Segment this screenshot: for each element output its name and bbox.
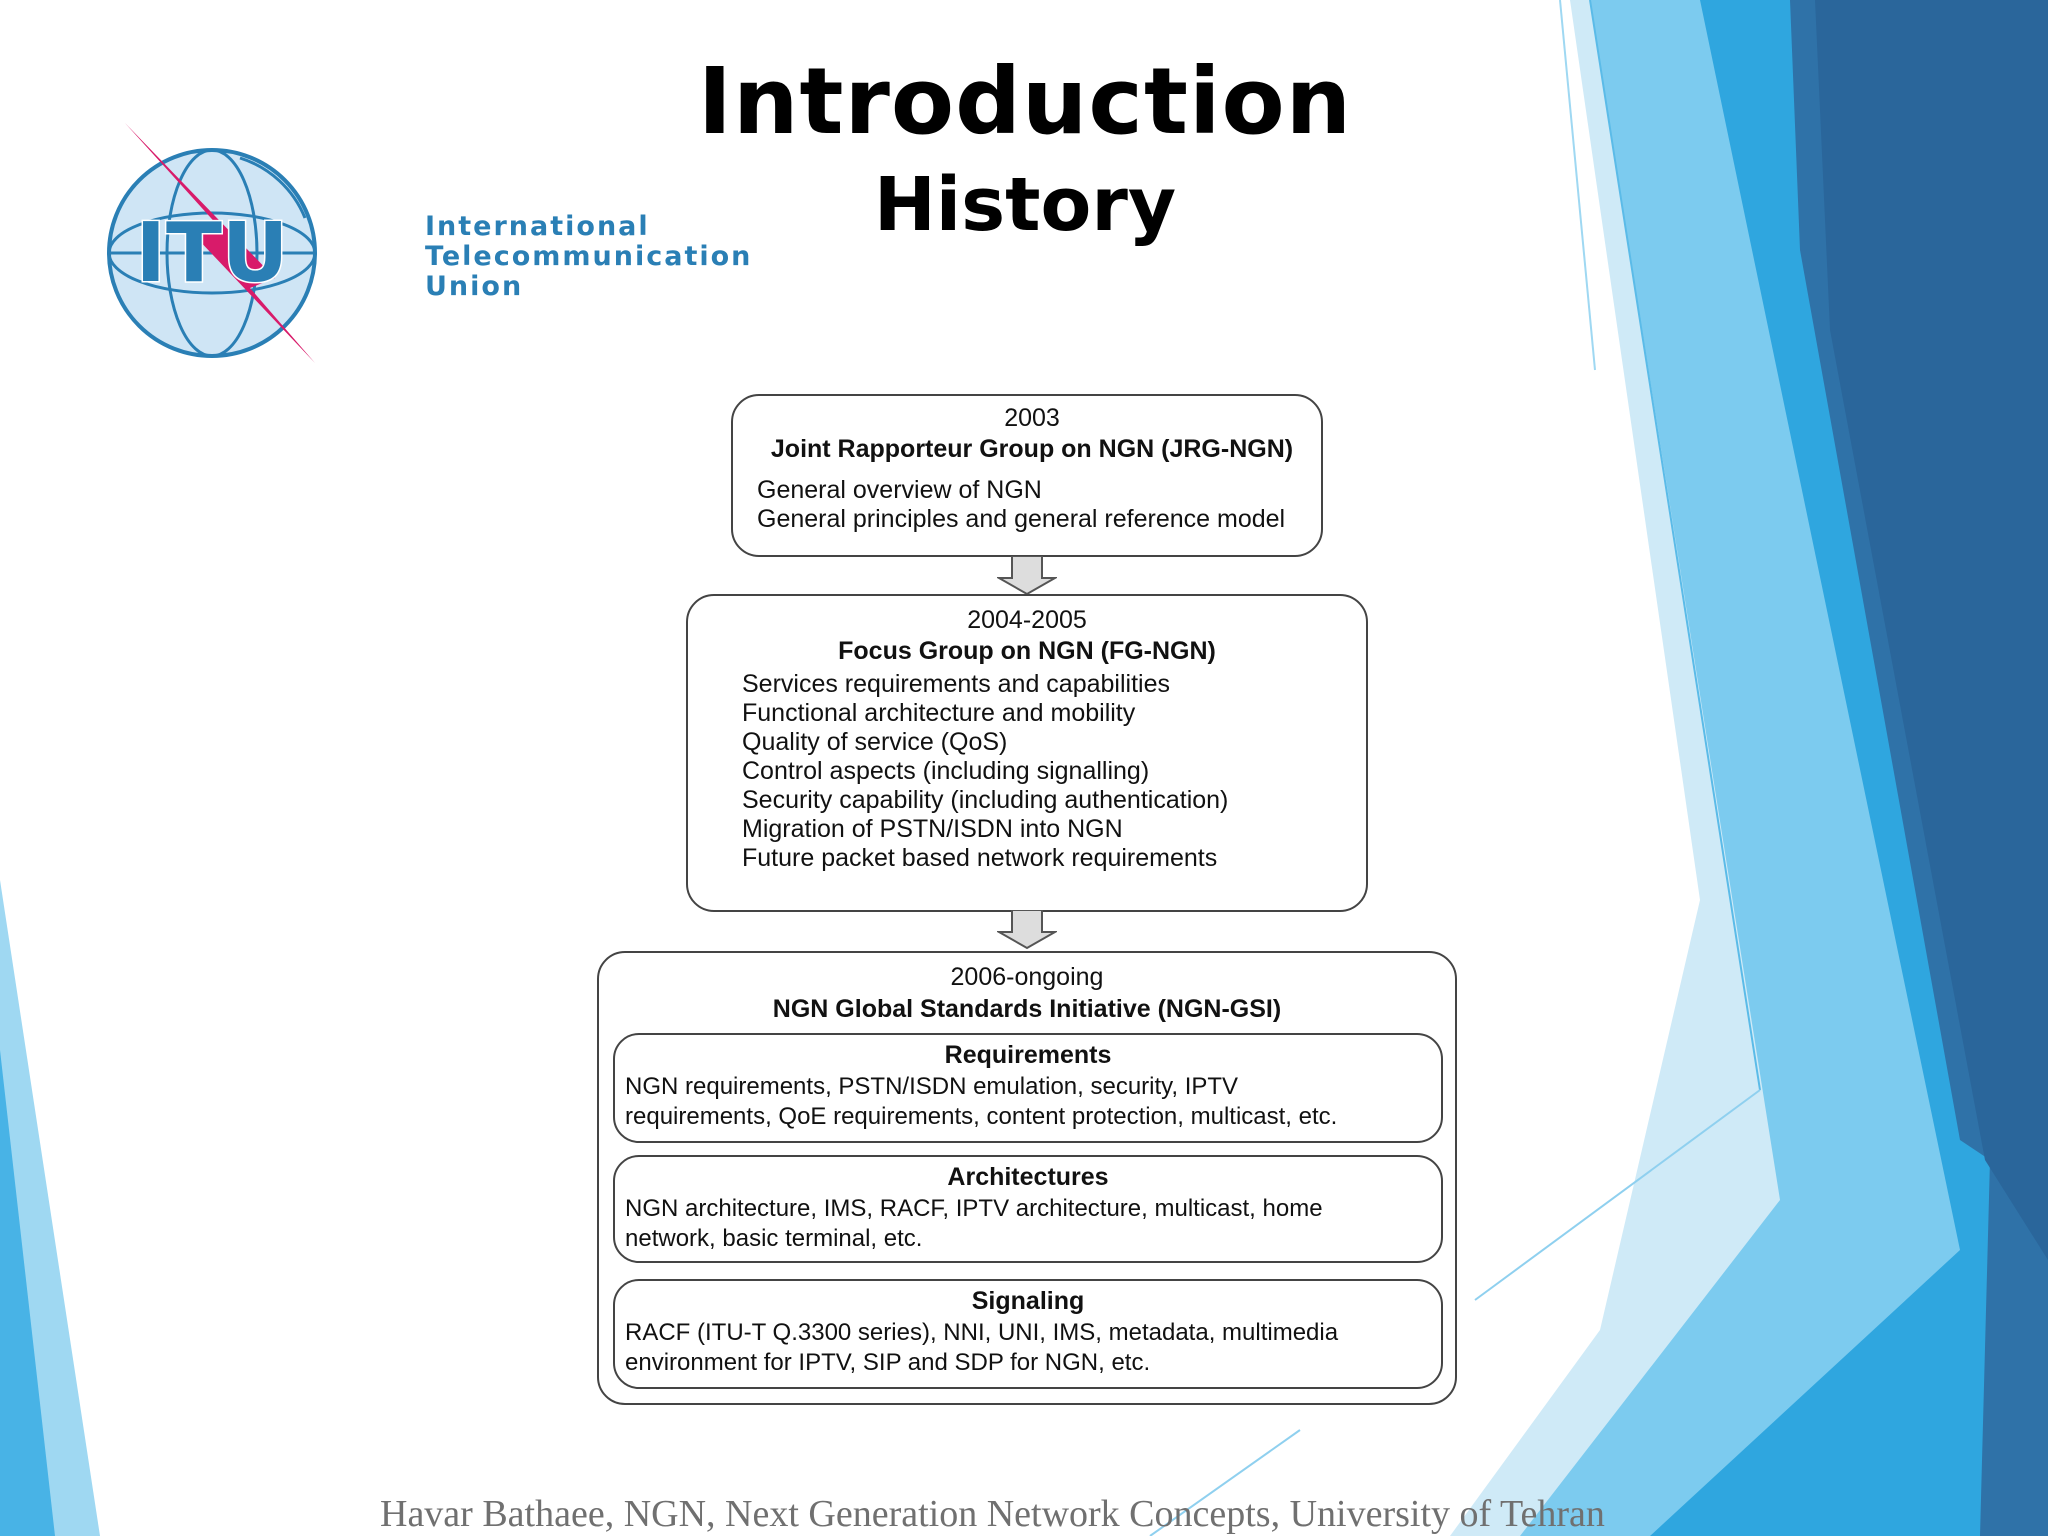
panel-description: network, basic terminal, etc. xyxy=(625,1225,923,1252)
slide-title: Introduction xyxy=(697,48,1353,155)
list-item: Functional architecture and mobility xyxy=(742,699,1136,727)
itu-letters: ITU xyxy=(135,206,289,301)
box-heading: Joint Rapporteur Group on NGN (JRG-NGN) xyxy=(770,435,1294,463)
logo-line-international: International xyxy=(425,211,650,242)
box-heading: NGN Global Standards Initiative (NGN-GSI) xyxy=(772,995,1282,1023)
box-year: 2006-ongoing xyxy=(950,963,1104,991)
box-year: 2003 xyxy=(1004,404,1060,432)
panel-heading: Architectures xyxy=(947,1163,1109,1191)
panel-heading: Requirements xyxy=(944,1041,1112,1069)
box-year: 2004-2005 xyxy=(967,606,1087,634)
list-item: Quality of service (QoS) xyxy=(742,728,1008,756)
logo-line-union: Union xyxy=(425,271,524,302)
jrg-ngn-box xyxy=(731,394,1323,557)
fg-ngn-box xyxy=(686,594,1368,912)
down-arrow-icon xyxy=(997,556,1057,596)
list-item: Services requirements and capabilities xyxy=(742,670,1170,698)
list-item: Security capability (including authentication) xyxy=(742,786,1229,814)
globe-icon xyxy=(100,118,430,368)
itu-logo xyxy=(100,118,753,368)
down-arrow-icon xyxy=(997,910,1057,950)
panel-description: NGN requirements, PSTN/ISDN emulation, security, IPTV xyxy=(625,1073,1239,1100)
list-item: General overview of NGN xyxy=(757,476,1042,504)
panel-heading: Signaling xyxy=(971,1287,1085,1315)
panel-description: environment for IPTV, SIP and SDP for NGN, etc. xyxy=(625,1349,1151,1376)
logo-line-telecommunication: Telecommunication xyxy=(425,241,753,272)
list-item: Migration of PSTN/ISDN into NGN xyxy=(742,815,1123,843)
panel-description: NGN architecture, IMS, RACF, IPTV architecture, multicast, home xyxy=(625,1195,1323,1222)
panel-description: RACF (ITU-T Q.3300 series), NNI, UNI, IMS, metadata, multimedia xyxy=(625,1319,1339,1346)
signaling-panel xyxy=(613,1279,1443,1389)
ngn-gsi-box xyxy=(597,951,1457,1405)
list-item: General principles and general reference model xyxy=(757,505,1286,533)
slide-footer: Havar Bathaee, NGN, Next Generation Network Concepts, University of Tehran xyxy=(380,1493,1605,1535)
slide-subtitle: History xyxy=(873,162,1177,248)
requirements-panel xyxy=(613,1033,1443,1143)
list-item: Control aspects (including signalling) xyxy=(742,757,1150,785)
list-item: Future packet based network requirements xyxy=(742,844,1218,872)
architectures-panel xyxy=(613,1155,1443,1263)
panel-description: requirements, QoE requirements, content protection, multicast, etc. xyxy=(625,1103,1338,1130)
box-heading: Focus Group on NGN (FG-NGN) xyxy=(838,637,1216,665)
